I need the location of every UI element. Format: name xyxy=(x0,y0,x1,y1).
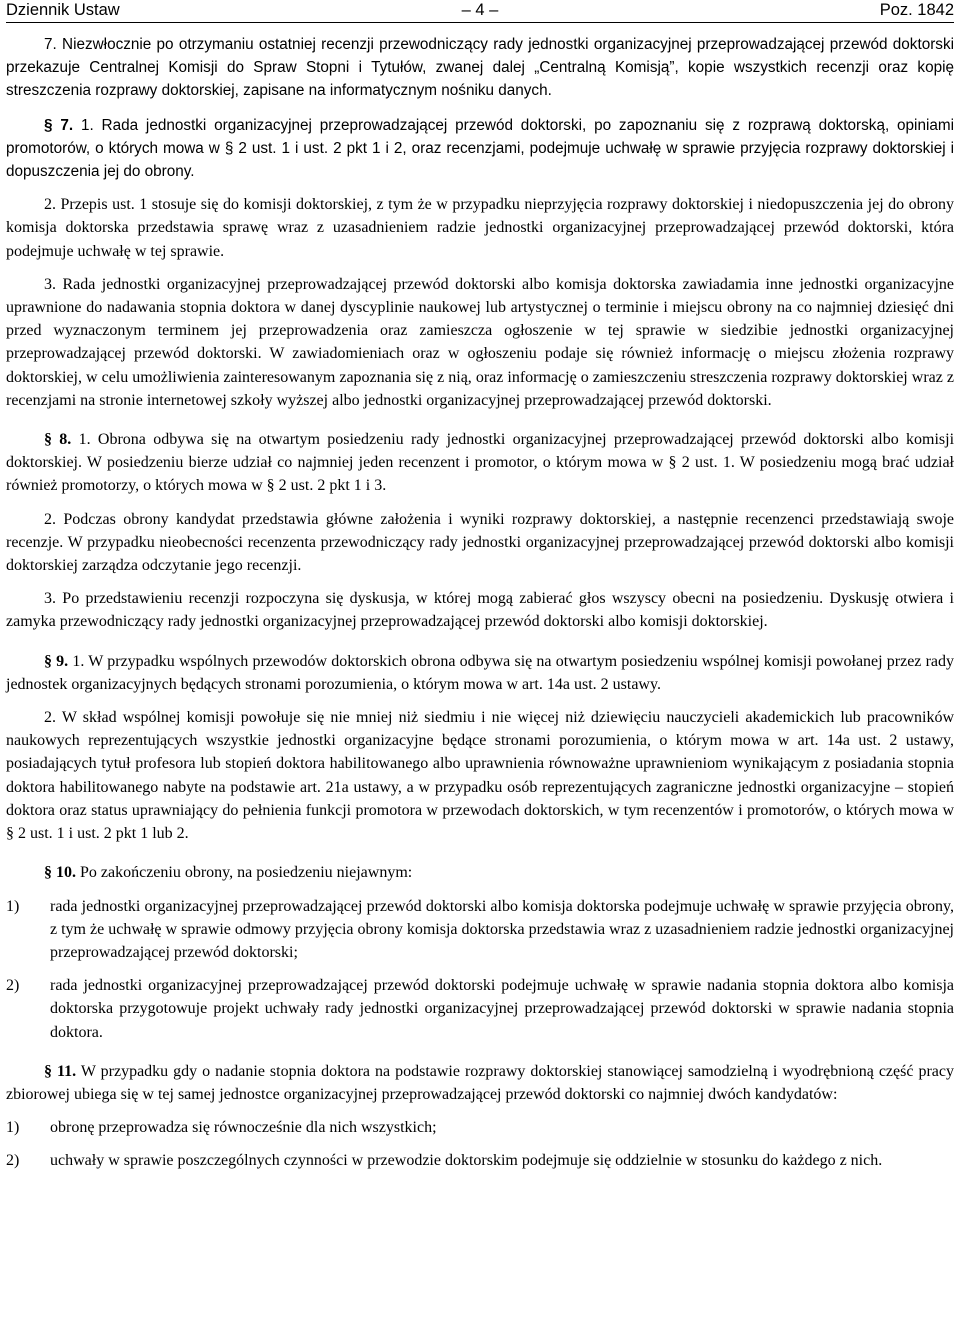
section-10-intro xyxy=(6,861,954,884)
section-10 xyxy=(6,861,954,1043)
page-number: – 4 – xyxy=(461,1,499,19)
list-item-text: rada jednostki organizacyjnej przeprowadzającej przewód doktorski podejmuje uchwałę w sprawie nadania stopnia doktora albo komisja doktorska przygotowuje projekt uchwały rady jednostki organizacyjnej przeprowadzającej przewód doktorski w sprawie nadania stopnia doktora. xyxy=(50,977,954,1041)
section-8-ust-2: 2. Podczas obrony kandydat przedstawia główne założenia i wyniki rozprawy doktorskiej, a następnie recenzenci przedstawiają swoje recenzje. W przypadku nieobecności recenzenta przewodniczący rady jednostki organizacyjnej przeprowadzającej przewód doktorski albo komisji doktorskiej zarządza odczytanie jego recenzji. xyxy=(6,510,954,575)
section-8-ust-3: 3. Po przedstawieniu recenzji rozpoczyna się dyskusja, w której mogą zabierać głos wszyscy obecni na posiedzeniu. Dyskusję otwiera i zamyka przewodniczący rady jednostki organizacyjnej przeprowadzającej przewód doktorski albo komisji doktorskiej. xyxy=(6,590,954,631)
list-item-text: rada jednostki organizacyjnej przeprowadzającej przewód doktorski albo komisja doktorska podejmuje uchwałę w sprawie przyjęcia obrony, z tym że uchwałę w sprawie odmowy przyjęcia obrony komisja doktorska przedstawia wraz z uzasadnieniem radzie jednostki organizacyjnej przeprowadzającej przewód doktorski; xyxy=(50,897,954,961)
section-label: § 10. xyxy=(44,864,76,882)
header-divider xyxy=(6,22,954,23)
section-9 xyxy=(6,650,954,846)
list-item xyxy=(6,974,954,1044)
section-label: § 8. xyxy=(44,431,72,449)
section-label: § 9. xyxy=(44,652,69,670)
section-text: 1. W przypadku wspólnych przewodów doktorskich obrona odbywa się na otwartym posiedzeniu wspólnej komisji powołanej przez rady jednostek organizacyjnych będących stronami porozumienia, o którym mowa w art. 14a ust. 2 ustawy. xyxy=(6,652,955,693)
section-11-intro xyxy=(6,1060,954,1106)
section-9-ust-1 xyxy=(6,650,954,696)
section-text: 1. Obrona odbywa się na otwartym posiedzeniu rady jednostki organizacyjnej przeprowadzającej przewód doktorski albo komisji doktorskiej. W posiedzeniu bierze udział co najmniej jeden recenzent i promotor, o którym mowa w § 2 ust. 1. W posiedzeniu mogą brać udział również promotorzy, o których mowa w § 2 ust. 2 pkt 1 i 3. xyxy=(6,431,955,495)
list-item-text: obronę przeprowadza się równocześnie dla nich wszystkich; xyxy=(50,1119,437,1137)
journal-name: Dziennik Ustaw xyxy=(6,1,120,19)
list-item-text: uchwały w sprawie poszczególnych czynności w przewodzie doktorskim podejmuje się oddzielnie w stosunku do każdego z nich. xyxy=(50,1152,883,1170)
section-label: § 7. xyxy=(44,116,74,134)
page-header xyxy=(6,0,954,22)
section-9-ust-2: 2. W skład wspólnej komisji powołuje się nie mniej niż siedmiu i nie więcej niż dziewięciu nauczycieli akademickich lub pracowników naukowych reprezentujących wszystkie jednostki organizacyjne będące stronami porozumienia, o którym mowa w art. 14a ust. 2 ustawy, posiadających tytuł profesora lub stopień doktora habilitowanego albo uprawnienia równoważne uprawnieniom wynikającym z posiadania stopnia doktora habilitowanego nabyte na podstawie art. 21a ustawy, a w przypadku osób reprezentujących zagraniczne jednostki organizacyjne – stopień doktora oraz status uprawniający do pełnienia funkcji promotora w przewodach doktorskich, w tym recenzentów i promotorów, o których mowa w § 2 ust. 1 i ust. 2 pkt 1 lub 2. xyxy=(6,709,954,843)
list-item xyxy=(6,1116,954,1139)
section-text: Po zakończeniu obrony, na posiedzeniu niejawnym: xyxy=(76,864,413,882)
section-8-ust-1 xyxy=(6,428,954,498)
section-7-ust-1 xyxy=(6,114,954,184)
section-8 xyxy=(6,428,954,634)
paragraph-7: 7. Niezwłocznie po otrzymaniu ostatniej recenzji przewodniczący rady jednostki organizacyjnej przeprowadzającej przewód doktorski przekazuje Centralnej Komisji do Spraw Stopni i Tytułów, zwanej dalej „Centralną Komisją”, kopie wszystkich recenzji oraz kopię streszczenia rozprawy doktorskiej, zapisane na informatycznym nośniku danych. xyxy=(6,36,954,100)
section-label: § 11. xyxy=(44,1062,77,1080)
section-7-ust-2: 2. Przepis ust. 1 stosuje się do komisji doktorskiej, z tym że w przypadku nieprzyjęcia rozprawy doktorskiej i niedopuszczenia jej do obrony komisja doktorska przedstawia sprawę wraz z uzasadnieniem radzie jednostki organizacyjnej przeprowadzającej przewód doktorski, która podejmuje uchwałę w tej sprawie. xyxy=(6,196,954,260)
section-7-ust-3: 3. Rada jednostki organizacyjnej przeprowadzającej przewód doktorski albo komisja doktorska zawiadamia inne jednostki organizacyjne uprawnione do nadawania stopnia doktora w danej dyscyplinie naukowej lub artystycznej o terminie i miejscu obrony na co najmniej dziesięć dni przed wyznaczonym terminem jej przeprowadzenia oraz zamieszcza ogłoszenie w tej sprawie w siedzibie jednostki organizacyjnej przeprowadzającej przewód doktorski. W zawiadomieniach oraz w ogłoszeniu podaje się również informację o miejscu złożenia rozprawy doktorskiej, w celu umożliwienia zainteresowanym zapoznania się z nią, oraz informację o zamieszczeniu streszczenia rozprawy doktorskiej wraz z recenzjami na stronie internetowej szkoły wyższej albo jednostki organizacyjnej przeprowadzającej przewód doktorski. xyxy=(6,275,954,409)
list-item-number: 1) xyxy=(6,897,20,915)
section-7 xyxy=(6,114,954,412)
list-item xyxy=(6,1149,954,1172)
list-item xyxy=(6,895,954,965)
section-11 xyxy=(6,1060,954,1173)
list-item-number: 2) xyxy=(6,977,20,995)
section-text: W przypadku gdy o nadanie stopnia doktora na podstawie rozprawy doktorskiej stanowiącej samodzielną i wyodrębnioną część pracy zbiorowej ubiega się w tej samej jednostce organizacyjnej przeprowadzającej przewód doktorski co najmniej dwóch kandydatów: xyxy=(6,1062,954,1103)
list-item-number: 1) xyxy=(6,1119,20,1137)
list-item-number: 2) xyxy=(6,1152,20,1170)
position-number: Poz. 1842 xyxy=(879,1,954,19)
section-text: 1. Rada jednostki organizacyjnej przeprowadzającej przewód doktorski, po zapoznaniu się z rozprawą doktorską, opiniami promotorów, o których mowa w § 2 ust. 1 i ust. 2 pkt 1 i 2, oraz recenzjami, podejmuje uchwałę w sprawie przyjęcia rozprawy doktorskiej i dopuszczenia jej do obrony. xyxy=(6,116,954,181)
document-body xyxy=(6,33,954,1183)
